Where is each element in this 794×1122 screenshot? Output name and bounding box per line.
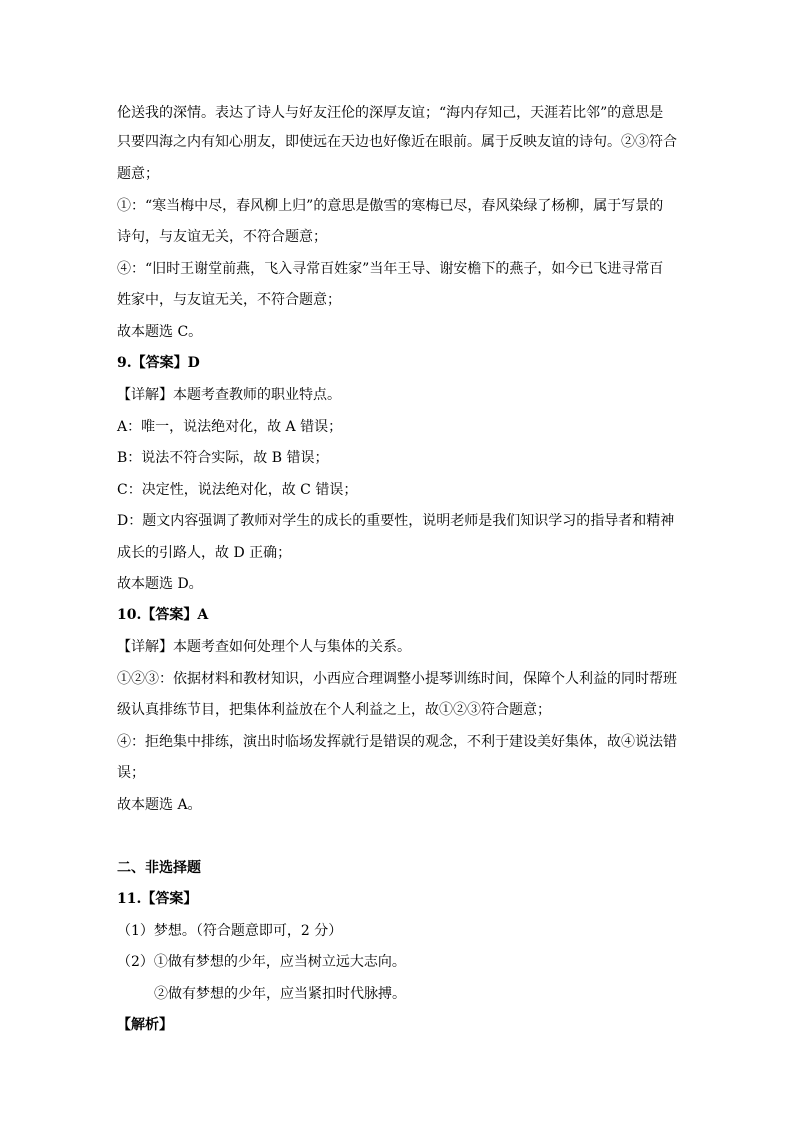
text-line: ①：“寒当梅中尽，春风柳上归”的意思是傲雪的寒梅已尽，春风染绿了杨柳，属于写景的 [117,198,664,214]
text-line: 级认真排练节目，把集体利益放在个人利益之上，故①②③符合题意； [117,702,551,718]
text-line: 【详解】本题考查教师的职业特点。 [117,387,341,403]
answer-heading-11: 11.【答案】 [117,891,198,907]
answer-heading-10: 10.【答案】A [117,607,209,623]
text-line: 成长的引路人，故 D 正确； [117,545,292,561]
text-line: 只要四海之内有知心朋友，即使远在天边也好像近在眼前。属于反映友谊的诗句。②③符合 [117,134,677,150]
text-line: 故本题选 D。 [117,576,203,592]
text-line: 诗句，与友谊无关，不符合题意； [117,229,327,245]
text-line: ④：拒绝集中排练，演出时临场发挥就行是错误的观念，不利于建设美好集体，故④说法错 [117,734,677,750]
text-line: 误； [117,765,145,781]
analysis-heading: 【解析】 [117,1017,173,1033]
text-line: （2）①做有梦想的少年，应当树立远大志向。 [117,954,406,970]
text-line: （1）梦想。（符合题意即可，2 分） [117,923,343,939]
text-line: ④：“旧时王谢堂前燕，飞入寻常百姓家”当年王导、谢安檐下的燕子，如今已飞进寻常百 [117,261,664,277]
text-line: ①②③：依据材料和教材知识，小西应合理调整小提琴训练时间，保障个人利益的同时帮班 [117,671,677,687]
answer-heading-9: 9.【答案】D [117,355,200,371]
text-line: ②做有梦想的少年，应当紧扣时代脉搏。 [154,986,406,1002]
text-line: 【详解】本题考查如何处理个人与集体的关系。 [117,639,411,655]
text-line: 故本题选 C。 [117,324,203,340]
text-line: 题意； [117,166,159,182]
text-line: 伦送我的深情。表达了诗人与好友汪伦的深厚友谊；“海内存知己，天涯若比邻”的意思是 [117,105,664,121]
text-line: D：题文内容强调了教师对学生的成长的重要性，说明老师是我们知识学习的指导者和精神 [117,513,675,529]
text-line: C：决定性，说法绝对化，故 C 错误； [117,482,358,498]
text-line: A：唯一，说法绝对化，故 A 错误； [117,419,343,435]
section-heading: 二、非选择题 [117,860,201,876]
text-line: 姓家中，与友谊无关，不符合题意； [117,292,341,308]
text-line: B：说法不符合实际，故 B 错误； [117,450,329,466]
text-line: 故本题选 A。 [117,797,202,813]
